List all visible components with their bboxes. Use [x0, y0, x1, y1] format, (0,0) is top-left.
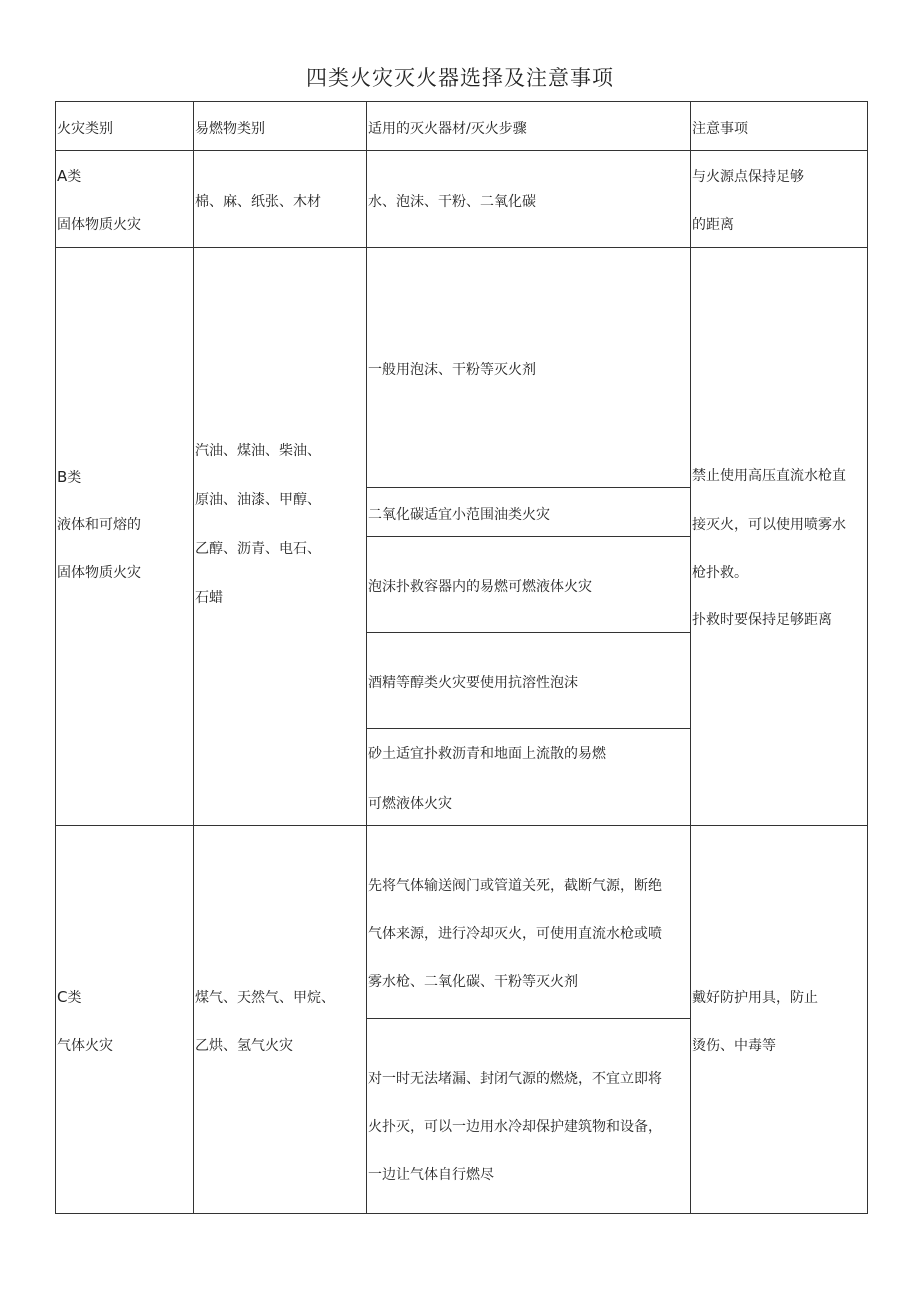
row-c-step-1-line-1: 先将气体输送阀门或管道关死，截断气源，断绝 — [368, 878, 662, 894]
row-c-class — [57, 987, 81, 1007]
row-a-notes-line-2: 的距离 — [692, 217, 734, 233]
page-title: 四类火灾灭火器选择及注意事项 — [306, 66, 614, 90]
table-border-right — [867, 101, 868, 1214]
header-extinguisher: 适用的灭火器材/灭火步骤 — [368, 121, 527, 137]
row-b-step-3: 泡沫扑救容器内的易燃可燃液体火灾 — [368, 579, 592, 595]
row-a-class-desc: 固体物质火灾 — [57, 217, 141, 233]
row-c-step-1-line-2: 气体来源，进行冷却灭火，可使用直流水枪或喷 — [368, 926, 662, 942]
col-divider-1 — [193, 101, 194, 1214]
row-b-notes-line-4: 扑救时要保持足够距离 — [692, 612, 832, 628]
row-b-combustible-line-2: 原油、油漆、甲醇、 — [195, 492, 321, 508]
table-border-top — [55, 101, 868, 102]
b-step-divider-1 — [366, 487, 691, 488]
header-fire-class: 火灾类别 — [57, 121, 113, 137]
row-b-class-suffix: 类 — [67, 470, 82, 486]
row-b-class — [57, 467, 81, 487]
row-a-extinguisher: 水、泡沫、干粉、二氧化碳 — [368, 194, 536, 210]
b-step-divider-3 — [366, 632, 691, 633]
row-c-class-code: C — [57, 988, 68, 1006]
row-divider-b — [55, 825, 868, 826]
row-c-notes-line-2: 烫伤、中毒等 — [692, 1038, 776, 1054]
row-b-step-4: 酒精等醇类火灾要使用抗溶性泡沫 — [368, 675, 578, 691]
row-divider-header — [55, 150, 868, 151]
row-a-class — [57, 166, 81, 186]
col-divider-3 — [690, 101, 691, 1214]
row-divider-a — [55, 247, 868, 248]
row-b-class-desc-line-1: 液体和可熔的 — [57, 517, 141, 533]
row-c-class-suffix: 类 — [67, 990, 82, 1006]
c-step-divider-1 — [366, 1018, 691, 1019]
row-b-step-5-line-1: 砂土适宜扑救沥青和地面上流散的易燃 — [368, 746, 606, 762]
fire-extinguisher-table — [55, 101, 868, 1214]
b-step-divider-4 — [366, 728, 691, 729]
row-a-notes-line-1: 与火源点保持足够 — [692, 169, 804, 185]
row-c-combustible-line-2: 乙烘、氢气火灾 — [195, 1038, 293, 1054]
header-combustible: 易燃物类别 — [195, 121, 265, 137]
row-b-notes-line-2: 接灭火，可以使用喷雾水 — [692, 517, 846, 533]
row-b-notes-line-1: 禁止使用高压直流水枪直 — [692, 468, 846, 484]
row-b-step-2: 二氧化碳适宜小范围油类火灾 — [368, 507, 550, 523]
table-border-bottom — [55, 1213, 868, 1214]
b-step-divider-2 — [366, 536, 691, 537]
row-c-notes-line-1: 戴好防护用具，防止 — [692, 990, 818, 1006]
row-b-step-1: 一般用泡沫、干粉等灭火剂 — [368, 362, 536, 378]
row-c-step-2-line-3: 一边让气体自行燃尽 — [368, 1167, 494, 1183]
row-b-combustible-line-1: 汽油、煤油、柴油、 — [195, 443, 321, 459]
row-b-combustible-line-4: 石蜡 — [195, 590, 223, 606]
row-b-step-5-line-2: 可燃液体火灾 — [368, 796, 452, 812]
row-b-class-desc-line-2: 固体物质火灾 — [57, 565, 141, 581]
row-a-class-suffix: 类 — [67, 169, 82, 185]
row-c-step-1-line-3: 雾水枪、二氧化碳、干粉等灭火剂 — [368, 974, 578, 990]
row-b-combustible-line-3: 乙醇、沥青、电石、 — [195, 541, 321, 557]
row-c-step-2-line-2: 火扑灭，可以一边用水冷却保护建筑物和设备， — [368, 1119, 662, 1135]
row-c-step-2-line-1: 对一时无法堵漏、封闭气源的燃烧，不宜立即将 — [368, 1071, 662, 1087]
col-divider-2 — [366, 101, 367, 1214]
table-border-left — [55, 101, 56, 1214]
row-c-class-desc: 气体火灾 — [57, 1038, 113, 1054]
row-a-combustible: 棉、麻、纸张、木材 — [195, 194, 321, 210]
header-notes: 注意事项 — [692, 121, 748, 137]
row-c-combustible-line-1: 煤气、天然气、甲烷、 — [195, 990, 335, 1006]
row-b-notes-line-3: 枪扑救。 — [692, 565, 748, 581]
row-b-class-code: B — [57, 468, 68, 486]
row-a-class-code: A — [57, 167, 68, 185]
